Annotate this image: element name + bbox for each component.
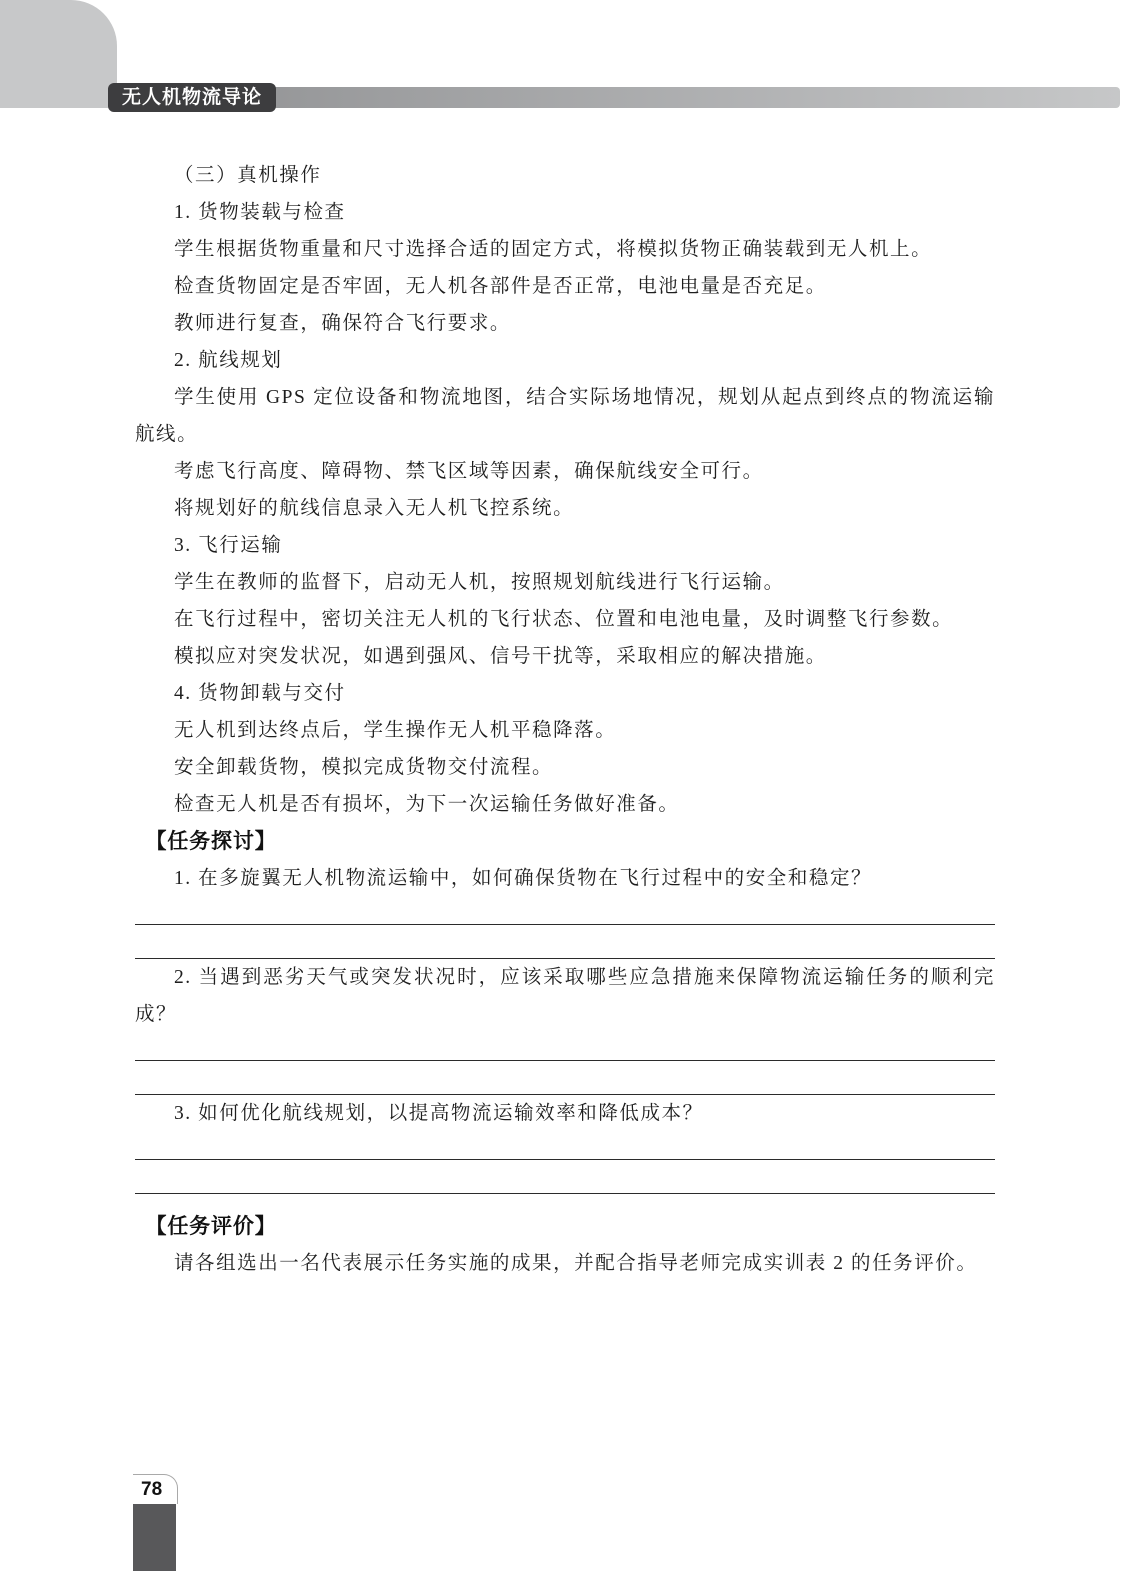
body-paragraph: 学生使用 GPS 定位设备和物流地图，结合实际场地情况，规划从起点到终点的物流运输航线。 (135, 387, 995, 445)
body-paragraph: 2. 航线规划 (174, 350, 283, 371)
answer-line (135, 1193, 995, 1194)
discussion-question: 1. 在多旋翼无人机物流运输中，如何确保货物在飞行过程中的安全和稳定？ (174, 868, 873, 889)
body-paragraph: 检查货物固定是否牢固，无人机各部件是否正常，电池电量是否充足。 (174, 276, 827, 297)
discussion-question: 3. 如何优化航线规划，以提高物流运输效率和降低成本？ (174, 1103, 704, 1124)
body-paragraph: 将规划好的航线信息录入无人机飞控系统。 (174, 498, 575, 519)
body-paragraph: 在飞行过程中，密切关注无人机的飞行状态、位置和电池电量，及时调整飞行参数。 (174, 609, 954, 630)
page-content (135, 157, 995, 1282)
body-paragraph: 3. 飞行运输 (174, 535, 283, 556)
answer-line (135, 1159, 995, 1160)
body-paragraph: 检查无人机是否有损坏，为下一次运输任务做好准备。 (174, 794, 680, 815)
page-number: 78 (141, 1479, 163, 1500)
body-paragraph: 模拟应对突发状况，如遇到强风、信号干扰等，采取相应的解决措施。 (174, 646, 827, 667)
answer-line (135, 924, 995, 925)
body-paragraph: （三）真机操作 (174, 165, 322, 186)
body-paragraph: 考虑飞行高度、障碍物、禁飞区域等因素，确保航线安全可行。 (174, 461, 764, 482)
body-paragraph: 学生根据货物重量和尺寸选择合适的固定方式，将模拟货物正确装载到无人机上。 (174, 239, 933, 260)
body-paragraph: 教师进行复查，确保符合飞行要求。 (174, 313, 511, 334)
evaluation-paragraph: 请各组选出一名代表展示任务实施的成果，并配合指导老师完成实训表 2 的任务评价。 (174, 1253, 978, 1274)
discussion-question: 2. 当遇到恶劣天气或突发状况时，应该采取哪些应急措施来保障物流运输任务的顺利完成？ (135, 967, 995, 1025)
body-paragraph: 无人机到达终点后，学生操作无人机平稳降落。 (174, 720, 617, 741)
evaluation-heading: 【任务评价】 (145, 1215, 277, 1238)
body-paragraph: 安全卸载货物，模拟完成货物交付流程。 (174, 757, 554, 778)
body-paragraph: 1. 货物装载与检查 (174, 202, 346, 223)
body-paragraph: 4. 货物卸载与交付 (174, 683, 346, 704)
body-paragraph: 学生在教师的监督下，启动无人机，按照规划航线进行飞行运输。 (174, 572, 785, 593)
discussion-heading: 【任务探讨】 (145, 830, 277, 853)
corner-decoration (0, 0, 117, 108)
footer-bar (133, 1503, 176, 1571)
book-title-badge: 无人机物流导论 (108, 83, 276, 112)
answer-line (135, 1060, 995, 1061)
